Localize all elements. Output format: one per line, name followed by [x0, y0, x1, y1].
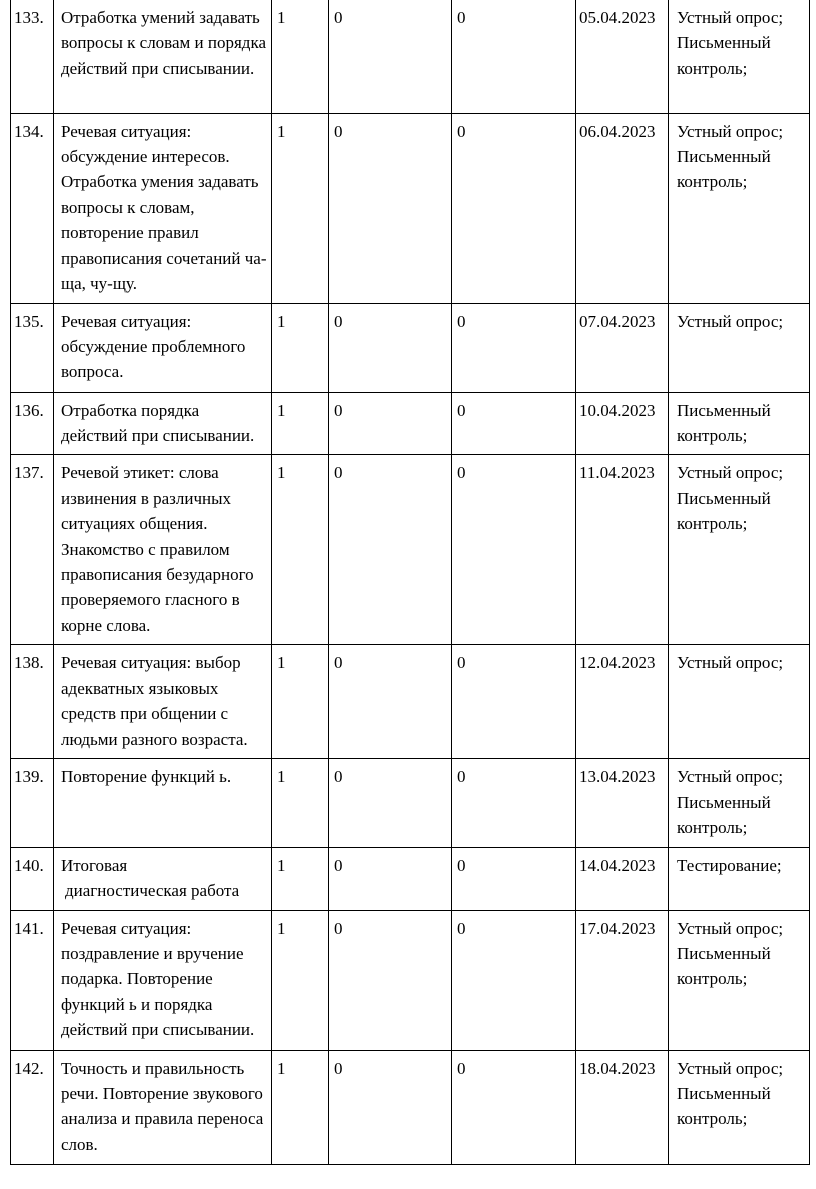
hours-control: 0 — [329, 113, 452, 303]
hours-total: 1 — [272, 303, 329, 392]
lesson-date: 05.04.2023 — [576, 0, 669, 113]
hours-total: 1 — [272, 113, 329, 303]
lesson-date: 07.04.2023 — [576, 303, 669, 392]
control-item: Письменный контроль; — [677, 146, 771, 192]
control-item: Письменный контроль; — [677, 792, 771, 838]
lesson-topic: Речевая ситуация: поздравление и вручение подарка. Повторение функций ь и порядка действий при списывании. — [54, 910, 272, 1050]
control-item: Устный опрос; — [677, 121, 784, 141]
hours-practice: 0 — [452, 303, 576, 392]
lesson-number: 141. — [11, 910, 54, 1050]
control-form — [669, 645, 810, 759]
lesson-number: 135. — [11, 303, 54, 392]
lesson-date: 13.04.2023 — [576, 759, 669, 847]
hours-control: 0 — [329, 645, 452, 759]
control-item: Устный опрос; — [677, 1058, 784, 1078]
lesson-date: 11.04.2023 — [576, 455, 669, 645]
lesson-topic: Точность и правильность речи. Повторение звукового анализа и правила переноса слов. — [54, 1050, 272, 1164]
lesson-date: 17.04.2023 — [576, 910, 669, 1050]
table-row — [11, 303, 810, 392]
hours-practice: 0 — [452, 910, 576, 1050]
control-form — [669, 455, 810, 645]
table-row — [11, 910, 810, 1050]
hours-total: 1 — [272, 455, 329, 645]
control-form — [669, 910, 810, 1050]
control-item: Письменный контроль; — [677, 400, 771, 445]
hours-total: 1 — [272, 847, 329, 910]
hours-total: 1 — [272, 0, 329, 113]
hours-control: 0 — [329, 847, 452, 910]
lesson-number: 142. — [11, 1050, 54, 1164]
control-form — [669, 303, 810, 392]
lesson-date: 06.04.2023 — [576, 113, 669, 303]
hours-practice: 0 — [452, 392, 576, 455]
lesson-topic-line: Итоговая — [61, 855, 128, 875]
lesson-topic: Отработка умений задавать вопросы к словам и порядка действий при списывании. — [54, 0, 272, 113]
hours-control: 0 — [329, 392, 452, 455]
control-item: Устный опрос; — [677, 918, 784, 938]
control-item: Устный опрос; — [677, 653, 784, 673]
lesson-number: 138. — [11, 645, 54, 759]
lesson-date: 10.04.2023 — [576, 392, 669, 455]
control-form — [669, 847, 810, 910]
control-form — [669, 0, 810, 113]
lesson-number: 140. — [11, 847, 54, 910]
table-row — [11, 392, 810, 455]
table-row — [11, 455, 810, 645]
hours-practice: 0 — [452, 455, 576, 645]
hours-total: 1 — [272, 392, 329, 455]
control-item: Письменный контроль; — [677, 1083, 771, 1129]
hours-control: 0 — [329, 455, 452, 645]
lesson-topic: Речевая ситуация: выбор адекватных языковых средств при общении с людьми разного возраста. — [54, 645, 272, 759]
lesson-date: 14.04.2023 — [576, 847, 669, 910]
hours-practice: 0 — [452, 759, 576, 847]
hours-total: 1 — [272, 759, 329, 847]
table-row — [11, 113, 810, 303]
table-row — [11, 847, 810, 910]
control-item: Устный опрос; — [677, 311, 784, 331]
lesson-topic: Повторение функций ь. — [54, 759, 272, 847]
hours-control: 0 — [329, 759, 452, 847]
lesson-number: 133. — [11, 0, 54, 113]
lesson-topic — [54, 847, 272, 910]
control-item: Устный опрос; — [677, 767, 784, 787]
hours-practice: 0 — [452, 113, 576, 303]
hours-total: 1 — [272, 645, 329, 759]
control-item: Письменный контроль; — [677, 943, 771, 989]
hours-control: 0 — [329, 1050, 452, 1164]
lesson-number: 134. — [11, 113, 54, 303]
control-form — [669, 1050, 810, 1164]
hours-practice: 0 — [452, 0, 576, 113]
lesson-topic: Речевой этикет: слова извинения в различных ситуациях общения. Знакомство с правилом правописания безударного проверяемого гласного в корне слова. — [54, 455, 272, 645]
lesson-topic: Речевая ситуация: обсуждение интересов. Отработка умения задавать вопросы к словам, повторение правил правописания сочетаний ча-ща, чу-щу. — [54, 113, 272, 303]
hours-practice: 0 — [452, 1050, 576, 1164]
control-form — [669, 113, 810, 303]
table-row — [11, 645, 810, 759]
control-item: Письменный контроль; — [677, 488, 771, 534]
lesson-topic: Отработка порядка действий при списывании. — [54, 392, 272, 455]
hours-total: 1 — [272, 910, 329, 1050]
control-item: Письменный контроль; — [677, 33, 771, 78]
hours-control: 0 — [329, 0, 452, 113]
control-item: Устный опрос; — [677, 463, 784, 483]
hours-control: 0 — [329, 910, 452, 1050]
lesson-plan-table — [10, 0, 810, 1165]
table-row — [11, 1050, 810, 1164]
lesson-date: 12.04.2023 — [576, 645, 669, 759]
hours-control: 0 — [329, 303, 452, 392]
control-item: Устный опрос; — [677, 8, 784, 27]
lesson-topic-line: диагностическая работа — [65, 880, 240, 900]
lesson-number: 136. — [11, 392, 54, 455]
lesson-number: 139. — [11, 759, 54, 847]
table-row — [11, 759, 810, 847]
lesson-date: 18.04.2023 — [576, 1050, 669, 1164]
hours-total: 1 — [272, 1050, 329, 1164]
control-item: Тестирование; — [677, 855, 782, 875]
table-row — [11, 0, 810, 113]
hours-practice: 0 — [452, 847, 576, 910]
control-form — [669, 392, 810, 455]
lesson-topic: Речевая ситуация: обсуждение проблемного вопроса. — [54, 303, 272, 392]
hours-practice: 0 — [452, 645, 576, 759]
control-form — [669, 759, 810, 847]
lesson-number: 137. — [11, 455, 54, 645]
